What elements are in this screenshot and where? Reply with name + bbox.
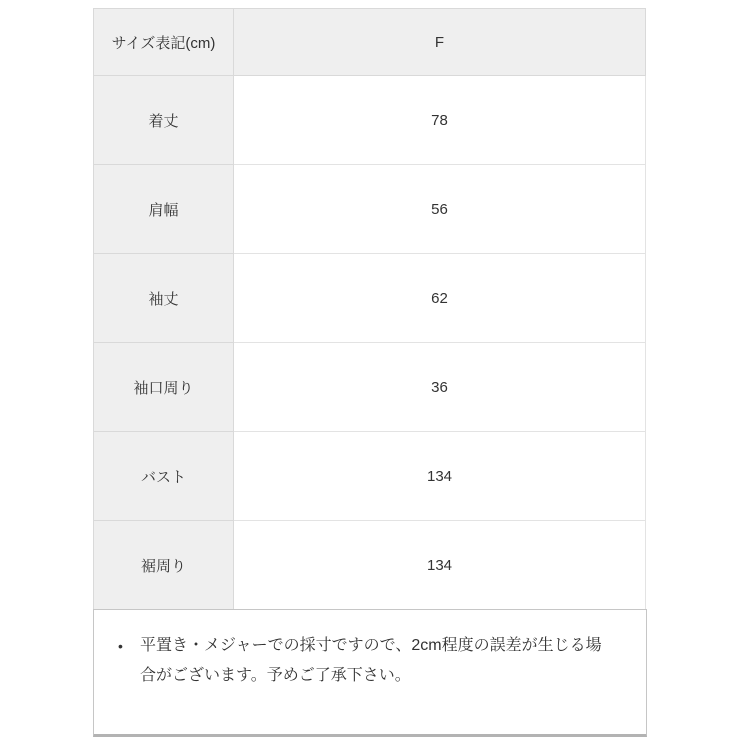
- row-value-sleeve-length: 62: [234, 254, 646, 343]
- table-row: [94, 432, 646, 521]
- row-label-cuff-circumference: 袖口周り: [94, 343, 234, 432]
- row-label-shoulder-width: 肩幅: [94, 165, 234, 254]
- size-column-header: F: [234, 9, 646, 76]
- measurement-note-box: [93, 609, 647, 737]
- row-label-length: 着丈: [94, 76, 234, 165]
- table-row: [94, 165, 646, 254]
- size-notation-header: サイズ表記(cm): [94, 9, 234, 76]
- table-row: [94, 343, 646, 432]
- row-value-hem-circumference: 134: [234, 521, 646, 610]
- table-row: [94, 254, 646, 343]
- table-row: [94, 521, 646, 610]
- row-value-length: 78: [234, 76, 646, 165]
- size-chart-table: [93, 8, 646, 610]
- row-label-hem-circumference: 裾周り: [94, 521, 234, 610]
- table-header-row: [94, 9, 646, 76]
- row-value-bust: 134: [234, 432, 646, 521]
- measurement-note-text: 平置き・メジャーでの採寸ですので、2cm程度の誤差が生じる場合がございます。予めご了承下さい。: [140, 637, 602, 684]
- row-value-shoulder-width: 56: [234, 165, 646, 254]
- row-label-sleeve-length: 袖丈: [94, 254, 234, 343]
- row-value-cuff-circumference: 36: [234, 343, 646, 432]
- bullet-icon: •: [118, 638, 123, 654]
- note-list-item: [118, 631, 614, 691]
- table-row: [94, 76, 646, 165]
- row-label-bust: バスト: [94, 432, 234, 521]
